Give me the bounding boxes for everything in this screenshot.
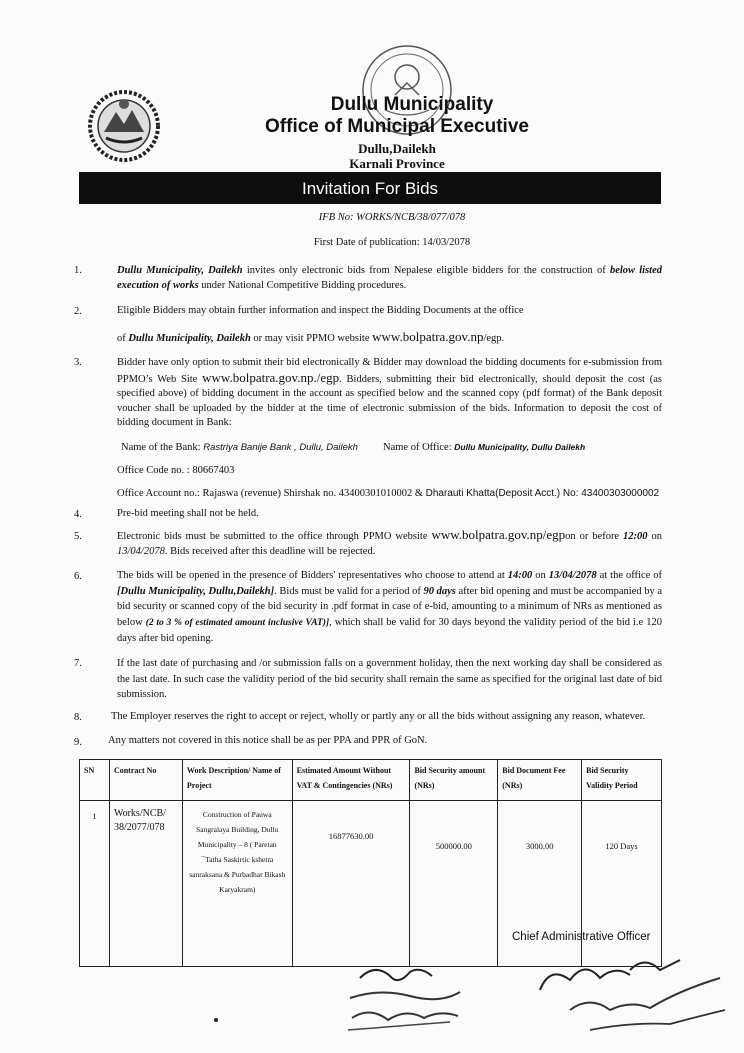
text: at the office of [596,570,663,581]
item-number: 5. [74,531,82,542]
table-cell: 3000.00 [498,801,582,967]
text: on or before [565,531,624,542]
engineer-signature-icon [340,958,470,1038]
opening-date: 13/04/2078 [548,570,597,581]
item-7-text: If the last date of purchasing and /or submission falls on a government holiday, then the next working day shall be considered as the last date. In such case the validity period of the bid security shall remain the same as specified for the original last date of bid submission. [117,658,662,700]
table-cell: 120 Days [582,801,662,967]
office-account [117,488,659,499]
ppmo-website-link[interactable]: www.bolpatra.gov.np./egp [202,369,340,385]
item-1-text [117,264,662,293]
item-number: 9. [74,737,82,748]
org-name: Dullu Municipality [330,94,494,115]
text: Electronic bids must be submitted to the office through PPMO website [117,531,432,542]
text: Office Account no.: Rajaswa (revenue) Shirshak no. 43400301010002 & [117,488,426,499]
label: Name of the Bank: [121,442,204,453]
publication-date: First Date of publication: 14/03/2078 [313,237,471,248]
column-header: Estimated Amount Without VAT & Contingencies (NRs) [292,760,410,801]
column-header: Bid Document Fee (NRs) [498,760,582,801]
item-6-text [117,568,662,647]
column-header: Bid Security Validity Period [582,760,662,801]
ppmo-website-link[interactable]: www.bolpatra.gov.np/egp [431,527,566,542]
bank-name [121,442,358,453]
opening-time: 14:00 [507,570,533,581]
works-phrase: below listed execution of works [117,265,662,291]
column-header: SN [80,760,110,801]
ifb-number: IFB No: WORKS/NCB/38/077/078 [318,212,466,223]
item-number: 2. [74,306,82,317]
table-cell: Works/NCB/ 38/2077/078 [109,801,182,967]
municipality-name: Dullu Municipality, Dailekh [117,265,243,276]
deadline-time: 12:00 [623,531,648,542]
text: on [647,531,662,542]
municipality-name: Dullu Municipality, Dailekh [128,333,251,344]
item-number: 6. [74,571,82,582]
text: . Bidders, submitting their bid electronically, should deposit the cost (as specified above) of bidding document in the account as specified below and the scanned copy (pdf format) of the Bank deposit voucher shall be uploaded by the bidder at the time of electronic submission of the bids. Information to deposit the cost of bidding document in Bank: [117,373,662,428]
location: Dullu,Dailekh [358,141,436,156]
opening-office: [Dullu Municipality, Dullu,Dailekh] [117,585,275,597]
item-number: 8. [74,712,82,723]
office-code: Office Code no. : 80667403 [117,465,235,476]
cao-signature-icon [530,950,730,1045]
item-number: 1. [74,265,82,276]
text: , which shall be valid for 30 days beyond the validity period of the bid i.e 120 days after bid opening. [117,616,662,644]
text: after bid opening and must be accompanied by a bid security or scanned copy of the bid security in .pdf format in case of e-bid, amounting to a minimum of NRs as mentioned as below [117,585,662,628]
item-3-text [117,356,662,431]
item-2-text: Eligible Bidders may obtain further information and inspect the Bidding Documents at the office [117,305,524,316]
table-header-row [80,760,662,801]
text: of [117,333,129,344]
ink-mark [214,1018,218,1022]
value: Dullu Municipality, Dullu Dailekh [454,442,586,452]
item-2-line2 [117,329,504,345]
text: Bidder have only option to submit their bid electronically & Bidder may download the bidding documents for e-submission from PPMO’s Web Site [117,357,662,385]
item-number: 3. [74,357,82,368]
text: or may visit PPMO website [250,333,373,344]
office-name-field [383,442,585,453]
notice-banner: Invitation For Bids [79,172,661,204]
text: on [532,570,549,581]
column-header: Work Description/ Name of Project [182,760,292,801]
item-number: 4. [74,509,82,520]
deadline-date: 13/04/2078 [117,545,165,557]
label: Name of Office: [383,442,455,453]
value: Rastriya Banije Bank , Dullu, Dailekh [203,442,358,453]
item-8-text: The Employer reserves the right to accept or reject, wholly or partly any or all the bids without assigning any reason, whatever. [111,711,646,722]
column-header: Contract No [109,760,182,801]
table-cell: 1 [80,801,110,967]
security-percent: (2 to 3 % of estimated amount inclusive VAT)] [145,617,330,628]
text: invites only electronic bids from Nepalese eligible bidders for the construction of [242,265,610,276]
province: Karnali Province [349,156,445,171]
table-cell: 500000.00 [410,801,498,967]
validity-days: 90 days [423,585,456,597]
text: . Bids must be valid for a period of [274,585,424,597]
office-name: Office of Municipal Executive [265,116,529,137]
text: under National Competitive Bidding procedures. [198,279,407,291]
ppmo-website-link[interactable]: www.bolpatra.gov.np [372,329,484,344]
table-cell: 16877630.00 [292,801,410,967]
item-5-text [117,528,662,559]
item-4-text: Pre-bid meeting shall not be held. [117,508,259,519]
text: . Bids received after this deadline will be rejected. [164,545,376,557]
text: The bids will be opened in the presence of Bidders' representatives who choose to attend at [117,570,508,581]
text: /egp. [483,333,505,344]
deposit-account: Dharauti Khatta(Deposit Acct.) No: 43400303000002 [425,488,660,499]
item-number: 7. [74,658,82,669]
table-cell: Construction of Pauwa Sangralaya Building, Dullu Municipality – 8 ( Paretan ¯Tatha Saskirtic kshetra sanraksana & Purbadhar Bikash Karyakram) [182,801,292,967]
item-9-text: Any matters not covered in this notice shall be as per PPA and PPR of GoN. [108,735,428,746]
column-header: Bid Security amount (NRs) [410,760,498,801]
signatory-title: Chief Administrative Officer [512,931,651,943]
